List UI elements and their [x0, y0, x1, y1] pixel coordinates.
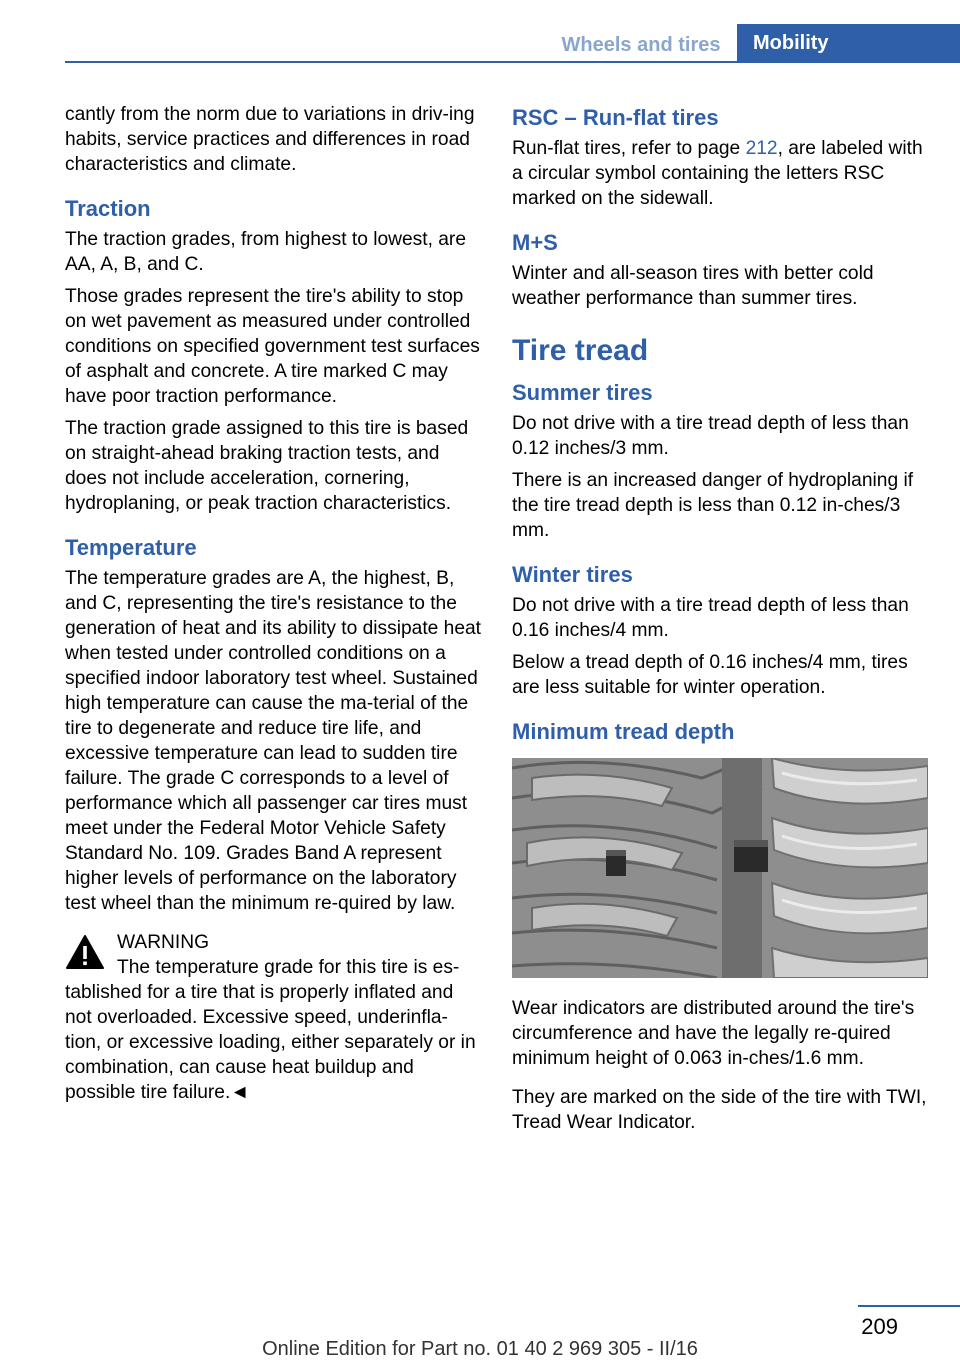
- right-column: [512, 102, 930, 1142]
- temperature-heading: Temperature: [65, 535, 197, 560]
- wear-indicator-paragraph-1: Wear indicators are distributed around the tire's circumference and have the legally re-quired minimum height of 0.063 in-ches/1.6 mm.: [512, 998, 915, 1069]
- chapter-tab[interactable]: Mobility: [737, 24, 960, 62]
- section-tab[interactable]: Wheels and tires: [561, 33, 721, 56]
- ms-heading: M+S: [512, 230, 558, 255]
- footer-rule: [858, 1305, 960, 1307]
- winter-tires-heading: Winter tires: [512, 562, 633, 587]
- rsc-paragraph: [512, 136, 930, 211]
- traction-paragraph-1: The traction grades, from highest to lowest, are AA, A, B, and C.: [65, 229, 466, 275]
- tread-wear-indicator-illustration: [512, 758, 928, 978]
- winter-paragraph-1: Do not drive with a tire tread depth of less than 0.16 inches/4 mm.: [512, 595, 909, 641]
- ms-paragraph: Winter and all-season tires with better cold weather performance than summer tires.: [512, 263, 874, 309]
- wear-indicator-paragraph-2: They are marked on the side of the tire with TWI, Tread Wear Indicator.: [512, 1087, 927, 1133]
- summer-paragraph-2: There is an increased danger of hydroplaning if the tire tread depth is less than 0.12 in-ches/3 mm.: [512, 470, 914, 541]
- temperature-paragraph: The temperature grades are A, the highest, B, and C, representing the tire's resistance to the generation of heat and its ability to dissipate heat when tested under controlled conditions on a specified indoor laboratory test wheel. Sustained high temperature can cause the ma-terial of the tire to degenerate and reduce tire life, and excessive temperature can lead to sudden tire failure. The grade C corresponds to a level of performance which all passenger car tires must meet under the Federal Motor Vehicle Safety Standard No. 109. Grades Band A represent higher levels of performance on the laboratory test wheel than the minimum re-quired by law.: [65, 568, 482, 914]
- rsc-heading: RSC – Run-flat tires: [512, 105, 719, 130]
- minimum-tread-heading: Minimum tread depth: [512, 719, 735, 744]
- traction-paragraph-3: The traction grade assigned to this tire is based on straight-ahead braking traction tests, and does not include acceleration, cornering, hydroplaning, or peak traction characteristics.: [65, 418, 469, 514]
- edition-note: Online Edition for Part no. 01 40 2 969 305 - II/16: [262, 1338, 698, 1360]
- winter-paragraph-2: Below a tread depth of 0.16 inches/4 mm, tires are less suitable for winter operation.: [512, 652, 908, 698]
- tire-tread-heading: Tire tread: [512, 334, 649, 367]
- traction-heading: Traction: [65, 196, 151, 221]
- summer-paragraph-1: Do not drive with a tire tread depth of less than 0.12 inches/3 mm.: [512, 413, 909, 459]
- warning-block: [65, 930, 483, 1105]
- summer-tires-heading: Summer tires: [512, 380, 653, 405]
- warning-label: WARNING: [117, 932, 210, 953]
- page-reference-link[interactable]: 212: [745, 138, 778, 159]
- warning-triangle-icon: [65, 934, 105, 970]
- rsc-text-pre: Run-flat tires, refer to page: [512, 138, 746, 159]
- rsc-text-post: , are labeled with a circular symbol containing the letters RSC marked on the sidewall.: [512, 138, 923, 209]
- page-number: 209: [861, 1314, 898, 1339]
- warning-text: The temperature grade for this tire is es-tablished for a tire that is properly inflated and not overloaded. Excessive speed, underinfla-tion, or excessive loading, either separately or in combination, can cause heat buildup and possible tire failure.◄: [65, 957, 476, 1103]
- intro-paragraph: cantly from the norm due to variations in driv-ing habits, service practices and differences in road characteristics and climate.: [65, 104, 475, 175]
- left-column: [65, 102, 483, 1112]
- traction-paragraph-2: Those grades represent the tire's ability to stop on wet pavement as measured under controlled conditions on specified government test surfaces of asphalt and concrete. A tire marked C may have poor traction performance.: [65, 286, 480, 407]
